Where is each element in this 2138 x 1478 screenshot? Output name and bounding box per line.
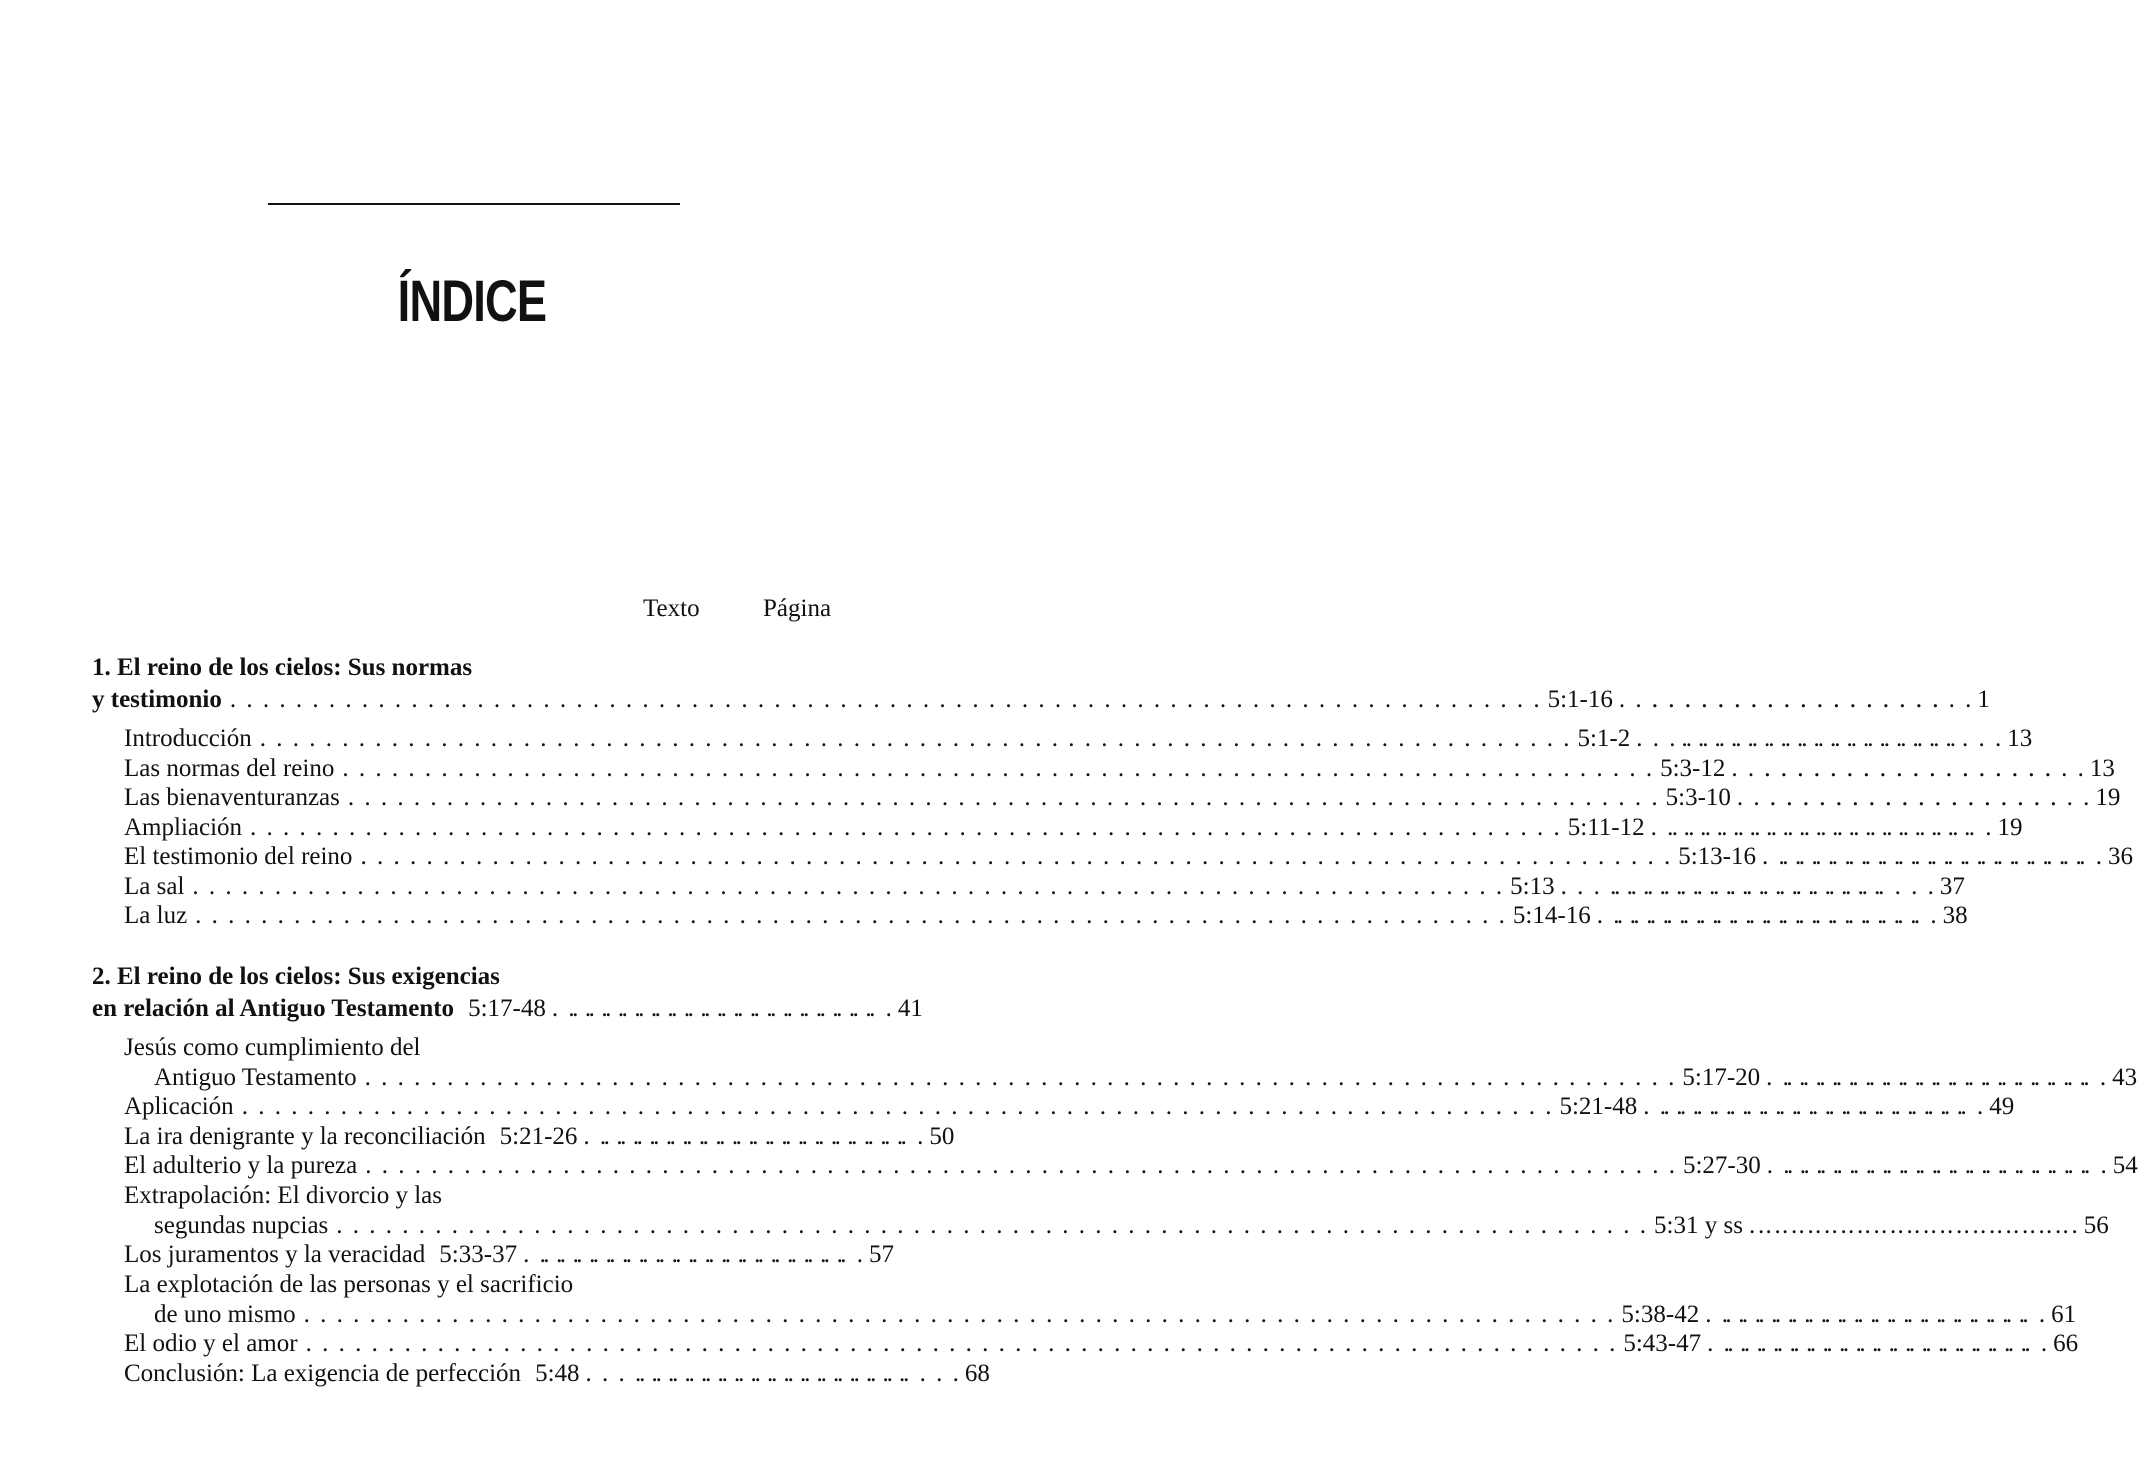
entry-label: Las normas del reino	[124, 754, 335, 782]
entry-label: La sal	[124, 872, 185, 900]
entry-label: El adulterio y la pureza	[124, 1152, 358, 1179]
text-reference: 5:3-10	[1665, 784, 1731, 811]
page-number: 66	[2053, 1330, 2079, 1357]
text-reference: 5:17-20	[1682, 1063, 1761, 1091]
text-reference: 5:13	[1510, 872, 1555, 900]
dot-leader	[543, 1240, 865, 1270]
list-item	[92, 1063, 2138, 1093]
page-number: 56	[2083, 1211, 2109, 1239]
entry-label: El odio y el amor	[124, 1330, 298, 1357]
page-number: 43	[2112, 1063, 2138, 1091]
text-reference: 5:17-48	[468, 994, 546, 1022]
column-header-texto: Texto	[643, 595, 700, 622]
list-item	[92, 724, 2033, 754]
toc-section-2	[92, 961, 2138, 1389]
dot-leader	[195, 901, 1507, 931]
text-reference: 5:1-2	[1577, 725, 1631, 752]
page-number: 19	[1997, 813, 2023, 841]
list-item	[92, 1329, 2079, 1359]
entry-label: de uno mismo	[154, 1300, 296, 1328]
page-number: 49	[1989, 1093, 2015, 1120]
table-of-contents	[92, 652, 2138, 1388]
list-item	[92, 872, 1965, 902]
dot-leader	[1617, 901, 1939, 931]
section-title-line: 1. El reino de los cielos: Sus normas	[92, 654, 473, 681]
text-reference: 5:33-37	[439, 1241, 518, 1268]
page-number: 1	[1977, 686, 1990, 713]
page-number: 36	[2107, 843, 2133, 870]
list-item	[92, 1122, 955, 1152]
dot-leader	[360, 842, 1672, 872]
dot-leader	[365, 1151, 1677, 1181]
text-reference: 5:21-48	[1559, 1093, 1638, 1120]
page-number: 57	[869, 1241, 895, 1268]
dot-leader	[1770, 783, 2092, 813]
dot-leader	[1614, 872, 1936, 902]
dot-leader	[1764, 754, 2086, 784]
dot-leader	[260, 724, 1572, 754]
dot-leader	[1758, 1211, 2080, 1241]
dot-leader	[365, 1063, 1677, 1093]
page-number: 54	[2112, 1152, 2138, 1179]
entry-label-line: La explotación de las personas y el sacrificio	[124, 1270, 574, 1298]
entry-label: Introducción	[124, 725, 252, 752]
dot-leader	[230, 684, 1542, 716]
title-rule	[268, 203, 680, 205]
entry-label: Las bienaventuranzas	[124, 784, 340, 811]
text-reference: 5:21-26	[499, 1122, 578, 1150]
page-number: 37	[1939, 872, 1965, 900]
dot-leader	[1672, 813, 1994, 843]
list-item	[92, 813, 2023, 843]
page-number: 13	[2007, 725, 2033, 752]
dot-leader	[1681, 724, 2003, 754]
dot-leader	[306, 1329, 1618, 1359]
text-reference: 5:31 y ss	[1654, 1211, 1743, 1239]
list-item	[92, 754, 2115, 784]
list-item	[92, 1092, 2015, 1122]
page-title: ÍNDICE	[397, 269, 547, 334]
page-number: 50	[929, 1122, 955, 1150]
text-reference: 5:11-12	[1567, 813, 1645, 841]
text-reference: 5:14-16	[1512, 902, 1591, 929]
entry-label: Los juramentos y la veracidad	[124, 1241, 426, 1268]
text-reference: 5:43-47	[1623, 1330, 1702, 1357]
entry-label-line: Extrapolación: El divorcio y las	[124, 1181, 442, 1209]
entry-label: La ira denigrante y la reconciliación	[124, 1122, 486, 1150]
list-item	[92, 1151, 2138, 1181]
text-reference: 5:13-16	[1678, 843, 1756, 870]
dot-leader	[1787, 1151, 2109, 1181]
section-title-line: 2. El reino de los cielos: Sus exigencias	[92, 962, 500, 990]
entry-label: segundas nupcias	[154, 1211, 329, 1239]
page-number: 38	[1942, 902, 1968, 929]
text-reference: 5:1-16	[1547, 686, 1613, 713]
dot-leader	[304, 1300, 1616, 1330]
entry-label: Ampliación	[124, 813, 243, 841]
list-item	[92, 783, 2121, 813]
entry-label: Aplicación	[124, 1093, 234, 1120]
dot-leader	[1663, 1092, 1985, 1122]
dot-leader	[192, 872, 1504, 902]
dot-leader	[1727, 1329, 2049, 1359]
entry-label: La luz	[124, 902, 188, 929]
page-number: 19	[2095, 784, 2121, 811]
page-number: 68	[964, 1359, 990, 1387]
dot-leader	[1786, 1063, 2108, 1093]
dot-leader	[348, 783, 1660, 813]
list-item	[92, 1240, 895, 1270]
text-reference: 5:3-12	[1660, 754, 1726, 782]
text-reference: 5:48	[535, 1359, 580, 1387]
section-title-row	[92, 684, 1990, 716]
column-header-pagina: Página	[763, 595, 832, 622]
dot-leader	[250, 813, 1562, 843]
dot-leader	[342, 754, 1654, 784]
dot-leader	[1725, 1300, 2047, 1330]
dot-leader	[1782, 842, 2104, 872]
entry-list	[92, 1033, 2138, 1389]
text-reference: 5:38-42	[1621, 1300, 1700, 1328]
page-number: 41	[897, 994, 923, 1022]
dot-leader	[1652, 684, 1974, 716]
entry-list	[92, 724, 2133, 931]
list-item	[92, 1359, 990, 1389]
list-item	[92, 901, 1968, 931]
section-title-row	[92, 993, 923, 1025]
entry-label: El testimonio del reino	[124, 843, 353, 870]
entry-label: Conclusión: La exigencia de perfección	[124, 1359, 522, 1387]
section-title-line: en relación al Antiguo Testamento	[92, 994, 455, 1022]
text-reference: 5:27-30	[1682, 1152, 1761, 1179]
list-item	[92, 1300, 2077, 1330]
page-number: 13	[2089, 754, 2115, 782]
dot-leader	[336, 1211, 1648, 1241]
dot-leader	[242, 1092, 1554, 1122]
entry-label: Antiguo Testamento	[154, 1063, 357, 1091]
section-title-line: y testimonio	[92, 686, 222, 713]
list-item	[92, 842, 2133, 872]
list-item	[92, 1211, 2109, 1241]
dot-leader	[572, 993, 894, 1025]
dot-leader	[639, 1359, 961, 1389]
dot-leader	[604, 1122, 926, 1152]
toc-section-1	[92, 652, 2133, 931]
page-number: 61	[2051, 1300, 2077, 1328]
entry-label-line: Jesús como cumplimiento del	[124, 1033, 421, 1061]
